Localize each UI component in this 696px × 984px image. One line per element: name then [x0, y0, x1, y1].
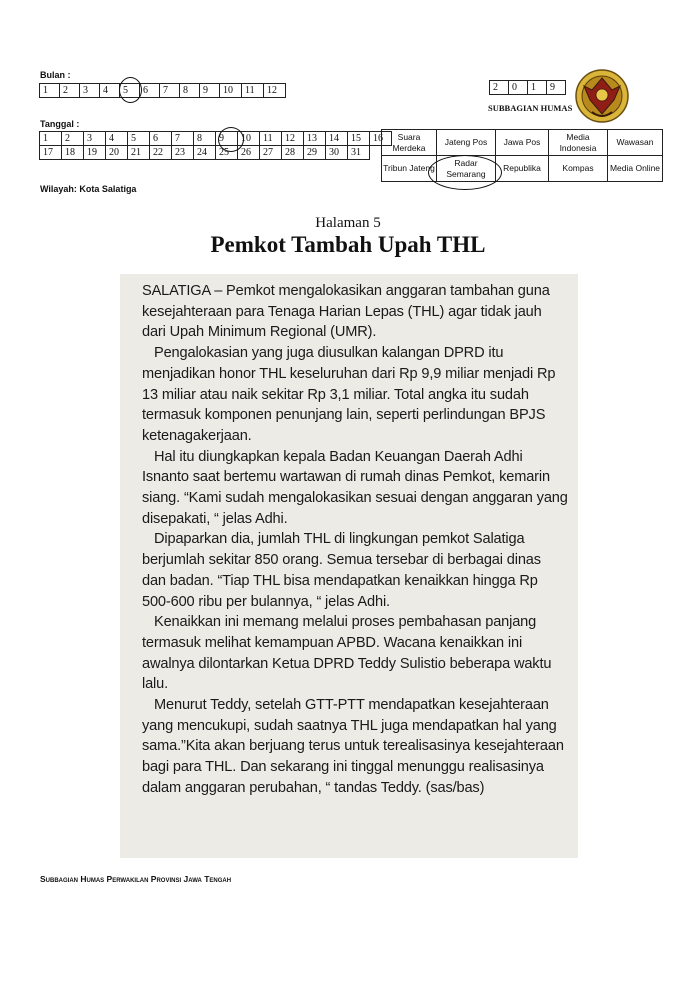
bulan-cell: 1 — [40, 84, 60, 98]
tanggal-label: Tanggal : — [40, 119, 80, 129]
bulan-cell: 5 — [120, 84, 140, 98]
media-cell: Radar Semarang — [437, 156, 496, 182]
article-paragraph: Menurut Teddy, setelah GTT-PTT mendapatkan kesejahteraan yang mencukupi, sudah saatnya THL juga mendapatkan hal yang sama.”Kita akan berjuang terus untuk terealisasinya kesejahteraan bagi para THL. Dan sekarang ini tinggal menunggu realisasinya dalam anggaran perubahan, “ tandas Teddy. (sas/bas) — [142, 697, 564, 796]
tanggal-cell: 20 — [106, 146, 128, 160]
tanggal-cell: 31 — [348, 146, 370, 160]
tanggal-cell: 16 — [370, 132, 392, 146]
year-cell: 2 — [490, 81, 509, 95]
media-cell: Wawasan — [608, 130, 663, 156]
tanggal-cell: 4 — [106, 132, 128, 146]
wilayah-text: Wilayah: Kota Salatiga — [40, 184, 137, 194]
article-paragraph: Hal itu diungkapkan kepala Badan Keuangan Daerah Adhi Isnanto saat bertemu wartawan di rumah dinas Pemkot, kemarin siang. “Kami sudah mengalokasikan sesuai dengan anggaran yang disepakati, “ jelas Adhi. — [142, 448, 568, 527]
bulan-selection-circle — [119, 77, 142, 103]
article-paragraph: SALATIGA – Pemkot mengalokasikan anggaran tambahan guna kesejahteraan para Tenaga Harian Lepas (THL) agar tidak jauh dari Upah Minimum Regional (UMR). — [142, 283, 550, 341]
bulan-cell: 2 — [60, 84, 80, 98]
tanggal-cell: 26 — [238, 146, 260, 160]
tanggal-cell: 9 — [216, 132, 238, 146]
news-clipping — [120, 274, 578, 858]
media-cell: Jateng Pos — [437, 130, 496, 156]
tanggal-cell: 22 — [150, 146, 172, 160]
tanggal-cell: 2 — [62, 132, 84, 146]
year-cell: 9 — [547, 81, 566, 95]
media-selection-circle — [428, 155, 502, 190]
tanggal-cell: 14 — [326, 132, 348, 146]
tanggal-cell: 12 — [282, 132, 304, 146]
tanggal-cell: 8 — [194, 132, 216, 146]
bulan-cell: 8 — [180, 84, 200, 98]
bulan-label: Bulan : — [40, 70, 71, 80]
tanggal-cell: 27 — [260, 146, 282, 160]
media-cell: Republika — [496, 156, 549, 182]
tanggal-cell: 18 — [62, 146, 84, 160]
tanggal-cell: 25 — [216, 146, 238, 160]
page-number: Halaman 5 — [315, 215, 381, 231]
tanggal-cell: 6 — [150, 132, 172, 146]
tanggal-cell: 13 — [304, 132, 326, 146]
tanggal-cell: 24 — [194, 146, 216, 160]
bulan-grid — [39, 83, 286, 98]
tanggal-selection-circle — [218, 127, 244, 152]
footer-text: Subbagian Humas Perwakilan Provinsi Jawa Tengah — [40, 874, 232, 884]
tanggal-cell: 11 — [260, 132, 282, 146]
tanggal-cell: 28 — [282, 146, 304, 160]
article-paragraph: Dipaparkan dia, jumlah THL di lingkungan pemkot Salatiga berjumlah sekitar 850 orang. Semua tersebar di berbagai dinas dan badan. “Tiap THL bisa mendapatkan kenaikkan hingga Rp 500-600 ribu per bulannya, “ jelas Adhi. — [142, 531, 541, 610]
provincial-emblem-icon — [574, 68, 630, 124]
bulan-cell: 10 — [220, 84, 242, 98]
tanggal-cell: 5 — [128, 132, 150, 146]
bulan-cell: 12 — [264, 84, 286, 98]
media-cell: Kompas — [549, 156, 608, 182]
article-paragraph: Pengalokasian yang juga diusulkan kalangan DPRD itu menjadikan honor THL keseluruhan dari Rp 9,9 miliar menjadi Rp 13 miliar atau naik sekitar Rp 3,1 miliar. Total angka itu sudah termasuk komponen penunjang lain, seperti perlindungan BPJS ketenagakerjaan. — [142, 345, 556, 444]
media-table — [381, 129, 663, 182]
media-cell: Tribun Jateng — [382, 156, 437, 182]
tanggal-cell: 1 — [40, 132, 62, 146]
tanggal-cell: 17 — [40, 146, 62, 160]
media-cell: Media Online — [608, 156, 663, 182]
year-grid — [489, 80, 566, 95]
article-paragraph: Kenaikkan ini memang melalui proses pembahasan panjang termasuk melihat kemampuan APBD. Wacana kenaikkan ini awalnya dilontarkan Ketua DPRD Teddy Sulistio beberapa waktu lalu. — [142, 614, 552, 693]
unit-label: SUBBAGIAN HUMAS — [488, 103, 573, 113]
bulan-cell: 6 — [140, 84, 160, 98]
tanggal-cell: 3 — [84, 132, 106, 146]
bulan-cell: 9 — [200, 84, 220, 98]
bulan-cell: 7 — [160, 84, 180, 98]
media-cell: Jawa Pos — [496, 130, 549, 156]
bulan-cell: 4 — [100, 84, 120, 98]
tanggal-cell: 10 — [238, 132, 260, 146]
media-cell: Media Indonesia — [549, 130, 608, 156]
tanggal-cell: 23 — [172, 146, 194, 160]
bulan-cell: 3 — [80, 84, 100, 98]
bulan-cell: 11 — [242, 84, 264, 98]
media-cell: Suara Merdeka — [382, 130, 437, 156]
tanggal-cell: 15 — [348, 132, 370, 146]
year-cell: 0 — [509, 81, 528, 95]
tanggal-cell: 21 — [128, 146, 150, 160]
tanggal-cell: 30 — [326, 146, 348, 160]
article-title: Pemkot Tambah Upah THL — [210, 232, 486, 257]
year-cell: 1 — [528, 81, 547, 95]
tanggal-cell: 29 — [304, 146, 326, 160]
tanggal-grid — [39, 131, 392, 160]
tanggal-cell: 19 — [84, 146, 106, 160]
tanggal-cell: 7 — [172, 132, 194, 146]
